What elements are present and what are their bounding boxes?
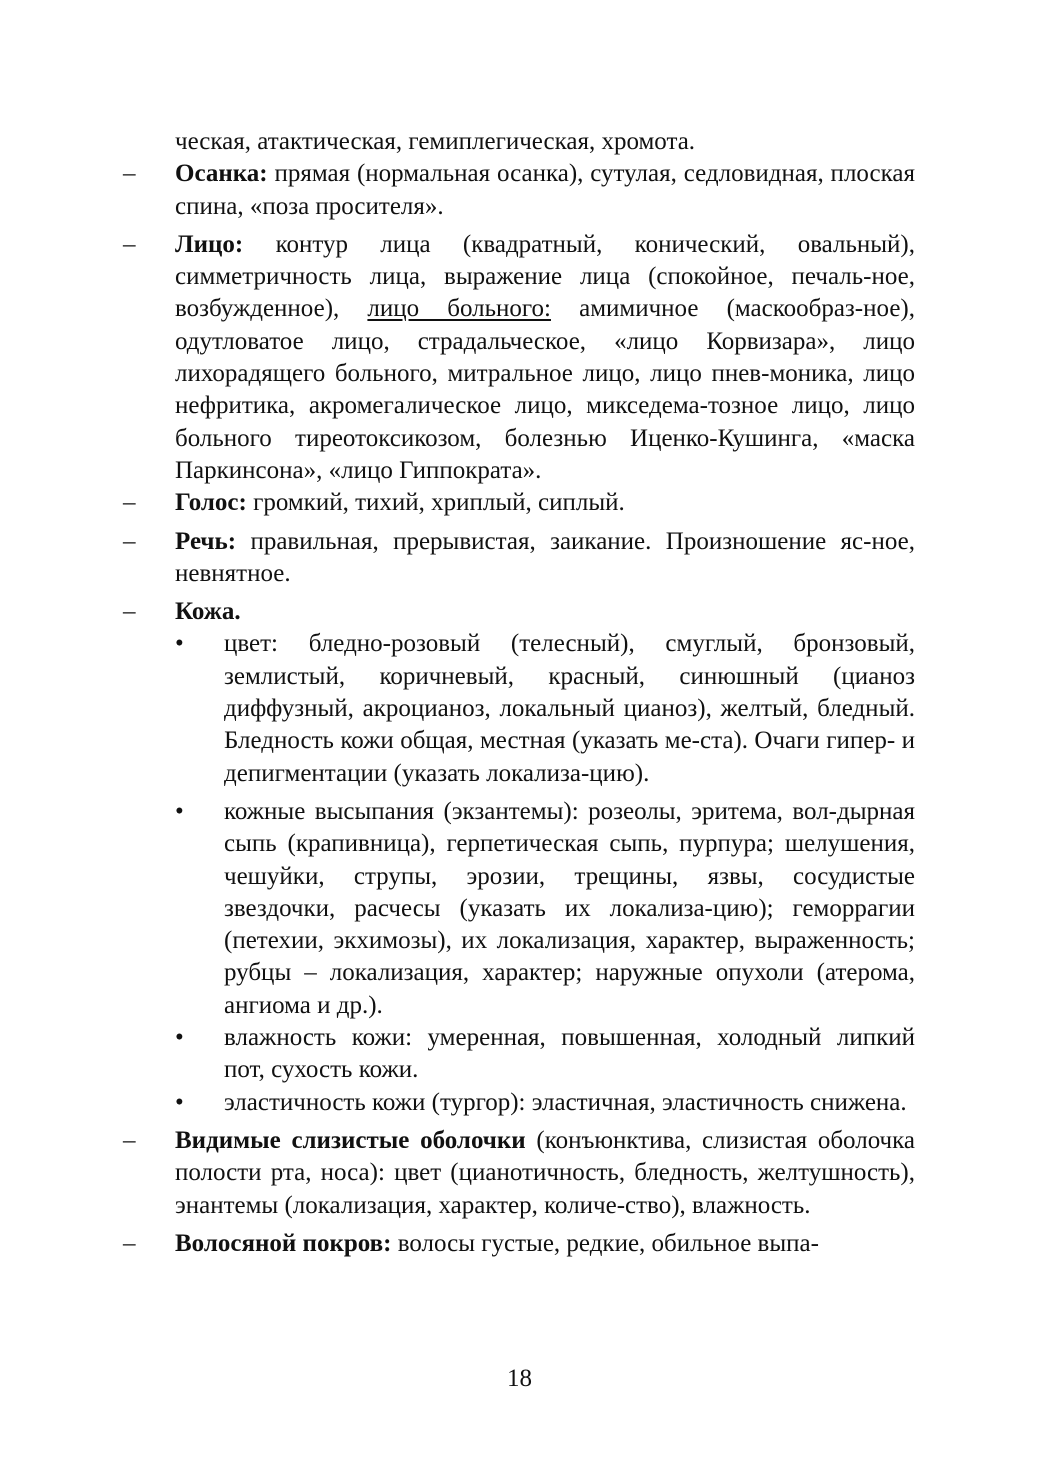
posture-label: Осанка: (175, 160, 268, 188)
dash-marker: – (123, 230, 136, 258)
face-item (123, 229, 915, 487)
dash-marker: – (123, 489, 136, 517)
face-text-after: амимичное (маскообраз-ное), одутловатое лицо, страдальческое, «лицо Корвизара», лицо лихорадящего больного, митральное лицо, лицо пнев-моника, лицо нефритика, акромегалическое лицо, микседема-тозное лицо, лицо больного тиреотоксикозом, болезнью Иценко-Кушинга, «маска Паркинсона», «лицо Гиппократа». (175, 295, 915, 484)
hair-text: волосы густые, редкие, обильное выпа- (391, 1229, 819, 1257)
list-item (123, 1087, 915, 1119)
hair-item (123, 1228, 915, 1260)
page-number: 18 (507, 1365, 532, 1392)
skin-item-moisture: влажность кожи: умеренная, повышенная, холодный липкий пот, сухость кожи. (224, 1024, 915, 1084)
skin-item (123, 596, 915, 628)
bullet-marker: • (175, 1088, 184, 1116)
bullet-marker: • (175, 630, 184, 658)
speech-text: правильная, прерывистая, заикание. Произношение яс-ное, невнятное. (175, 527, 915, 587)
posture-item (123, 158, 915, 223)
skin-item-elasticity: эластичность кожи (тургор): эластичная, эластичность снижена. (224, 1088, 907, 1116)
continuation-paragraph (123, 126, 915, 158)
dash-marker: – (123, 598, 136, 626)
bullet-marker: • (175, 797, 184, 825)
voice-item (123, 487, 915, 519)
skin-label: Кожа. (175, 598, 241, 626)
list-item (123, 628, 915, 789)
list-item (123, 796, 915, 1022)
mucosa-label: Видимые слизистые оболочки (175, 1126, 526, 1154)
dash-marker: – (123, 1229, 136, 1257)
dash-marker: – (123, 527, 136, 555)
voice-text: громкий, тихий, хриплый, сиплый. (246, 489, 625, 517)
face-text-before: контур лица (квадратный, конический, овальный), симметричность лица, выражение лица (спокойное, печаль-ное, возбужденное), (175, 230, 915, 323)
speech-item (123, 526, 915, 591)
hair-label: Волосяной покров: (175, 1229, 392, 1257)
voice-label: Голос: (175, 489, 247, 517)
posture-text: прямая (нормальная осанка), сутулая, седловидная, плоская спина, «поза просителя». (175, 160, 915, 220)
dash-marker: – (123, 1126, 136, 1154)
face-label: Лицо: (175, 230, 244, 258)
page-content (123, 126, 915, 1260)
speech-label: Речь: (175, 527, 237, 555)
mucosa-item (123, 1125, 915, 1222)
skin-item-color: цвет: бледно-розовый (телесный), смуглый, бронзовый, землистый, коричневый, красный, синюшный (цианоз диффузный, акроцианоз, локальный цианоз), желтый, бледный. Бледность кожи общая, местная (указать ме-ста). Очаги гипер- и депигментации (указать локализа-цию). (224, 630, 915, 787)
list-item (123, 1022, 915, 1087)
face-underlined-term: лицо больного: (367, 295, 551, 323)
dash-marker: – (123, 160, 136, 188)
mucosa-text: (конъюнктива, слизистая оболочка полости рта, носа): цвет (цианотичность, бледность, желтушность), энантемы (локализация, характер, количе-ство), влажность. (175, 1126, 915, 1219)
skin-item-rashes: кожные высыпания (экзантемы): розеолы, эритема, вол-дырная сыпь (крапивница), герпетическая сыпь, пурпура; шелушения, чешуйки, струпы, эрозии, трещины, язвы, сосудистые звездочки, расчесы (указать их локализа-цию); геморрагии (петехии, экхимозы), их локализация, характер, выраженность; рубцы – локализация, характер; наружные опухоли (атерома, ангиома и др.). (224, 797, 915, 1019)
continuation-text: ческая, атактическая, гемиплегическая, хромота. (175, 128, 696, 155)
bullet-marker: • (175, 1024, 184, 1052)
skin-bullet-list (123, 628, 915, 1118)
